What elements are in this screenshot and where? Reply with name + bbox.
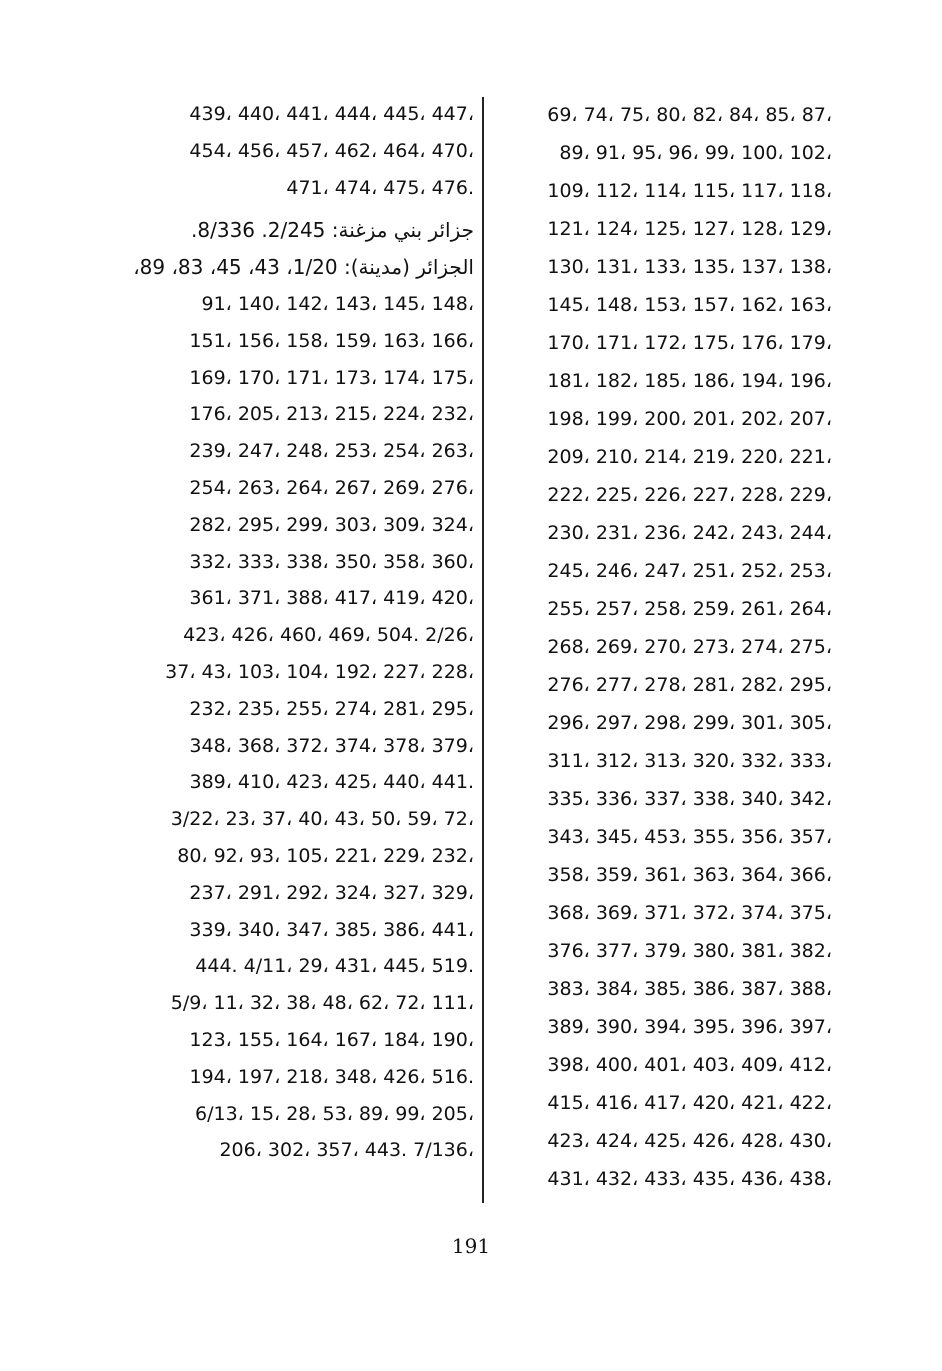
index-line: 389، 410، 423، 425، 440، 441. [189,771,474,794]
index-line: 194، 197، 218، 348، 426، 516. [189,1065,474,1088]
index-line: 245، 246، 247، 251، 252، 253، [547,560,832,582]
index-line: 176، 205، 213، 215، 224، 232، [189,403,474,426]
index-entry-algiers-heading: الجزائر (مدينة): 1/20، 43، 45، 83، 89، [133,255,474,280]
index-line: 181، 182، 185، 186، 194، 196، [547,370,832,392]
index-line: 121، 124، 125، 127، 128، 129، [547,218,832,240]
index-line: 431، 432، 433، 435، 436، 438، [547,1168,832,1190]
index-line: 376، 377، 379، 380، 381، 382، [547,940,832,962]
index-line: 282، 295، 299، 303، 309، 324، [189,513,474,536]
index-line: 3/22، 23، 37، 40، 43، 50، 59، 72، [170,808,474,831]
index-line: 339، 340، 347، 385، 386، 441، [189,918,474,941]
index-line: 368، 369، 371، 372، 374، 375، [547,902,832,924]
index-line: 332، 333، 338، 350، 358، 360، [189,550,474,573]
index-line: 145، 148، 153، 157، 162، 163، [547,294,832,316]
index-line: 232، 235، 255، 274، 281، 295، [189,697,474,720]
index-line: 237، 291، 292، 324، 327، 329، [189,881,474,904]
right-column [494,96,832,1198]
index-line: 5/9، 11، 32، 38، 48، 62، 72، 111، [170,992,474,1015]
index-entry-beni-mezghana: جزائر بني مزغنة: 2/245. 8/336. [191,218,474,243]
left-column [110,96,474,1169]
index-line: 255، 257، 258، 259، 261، 264، [547,598,832,620]
index-line: 91، 140، 142، 143، 145، 148، [201,292,474,315]
index-line: 37، 43، 103، 104، 192، 227، 228، [165,660,474,683]
index-line: 230، 231، 236، 242، 243، 244، [547,522,832,544]
index-line: 130، 131، 133، 135، 137، 138، [547,256,832,278]
index-line: 198، 199، 200، 201، 202، 207، [547,408,832,430]
index-line: 389، 390، 394، 395، 396، 397، [547,1016,832,1038]
index-line: 222، 225، 226، 227، 228، 229، [547,484,832,506]
index-line: 239، 247، 248، 253، 254، 263، [189,440,474,463]
index-line: 80، 92، 93، 105، 221، 229، 232، [177,844,474,867]
index-line: 454، 456، 457، 462، 464، 470، [189,139,474,162]
index-line: 296، 297، 298، 299، 301، 305، [547,712,832,734]
index-line: 169، 170، 171، 173، 174، 175، [189,366,474,389]
index-line: 170، 171، 172، 175، 176، 179، [547,332,832,354]
index-line: 439، 440، 441، 444، 445، 447، [189,103,474,125]
index-line: 209، 210، 214، 219، 220، 221، [547,446,832,468]
page-number: 191 [451,1234,491,1258]
index-line: 423، 426، 460، 469، 504. 2/26، [183,624,474,647]
index-line: 358، 359، 361، 363، 364، 366، [547,864,832,886]
index-line: 206، 302، 357، 443. 7/136، [219,1139,474,1162]
index-line: 69، 74، 75، 80، 82، 84، 85، 87، [547,104,832,126]
index-line: 276، 277، 278، 281، 282، 295، [547,674,832,696]
index-line: 361، 371، 388، 417، 419، 420، [189,587,474,610]
index-line: 268، 269، 270، 273، 274، 275، [547,636,832,658]
index-line: 254، 263، 264، 267، 269، 276، [189,476,474,499]
index-line: 89، 91، 95، 96، 99، 100، 102، [559,142,832,164]
index-line: 151، 156، 158، 159، 163، 166، [189,329,474,352]
index-line: 383، 384، 385، 386، 387، 388، [547,978,832,1000]
index-line: 348، 368، 372، 374، 378، 379، [189,734,474,757]
index-line: 471، 474، 475، 476. [286,176,474,199]
index-line: 6/13، 15، 28، 53، 89، 99، 205، [195,1102,474,1125]
index-line: 415، 416، 417، 420، 421، 422، [547,1092,832,1114]
index-line: 109، 112، 114، 115، 117، 118، [547,180,832,202]
index-line: 398، 400، 401، 403، 409، 412، [547,1054,832,1076]
index-line: 444. 4/11، 29، 431، 445، 519. [195,955,474,978]
index-line: 335، 336، 337، 338، 340، 342، [547,788,832,810]
column-divider [482,97,484,1203]
index-line: 343، 345، 453، 355، 356، 357، [547,826,832,848]
index-line: 123، 155، 164، 167، 184، 190، [189,1028,474,1051]
index-line: 311، 312، 313، 320، 332، 333، [547,750,832,772]
index-line: 423، 424، 425، 426، 428، 430، [547,1130,832,1152]
